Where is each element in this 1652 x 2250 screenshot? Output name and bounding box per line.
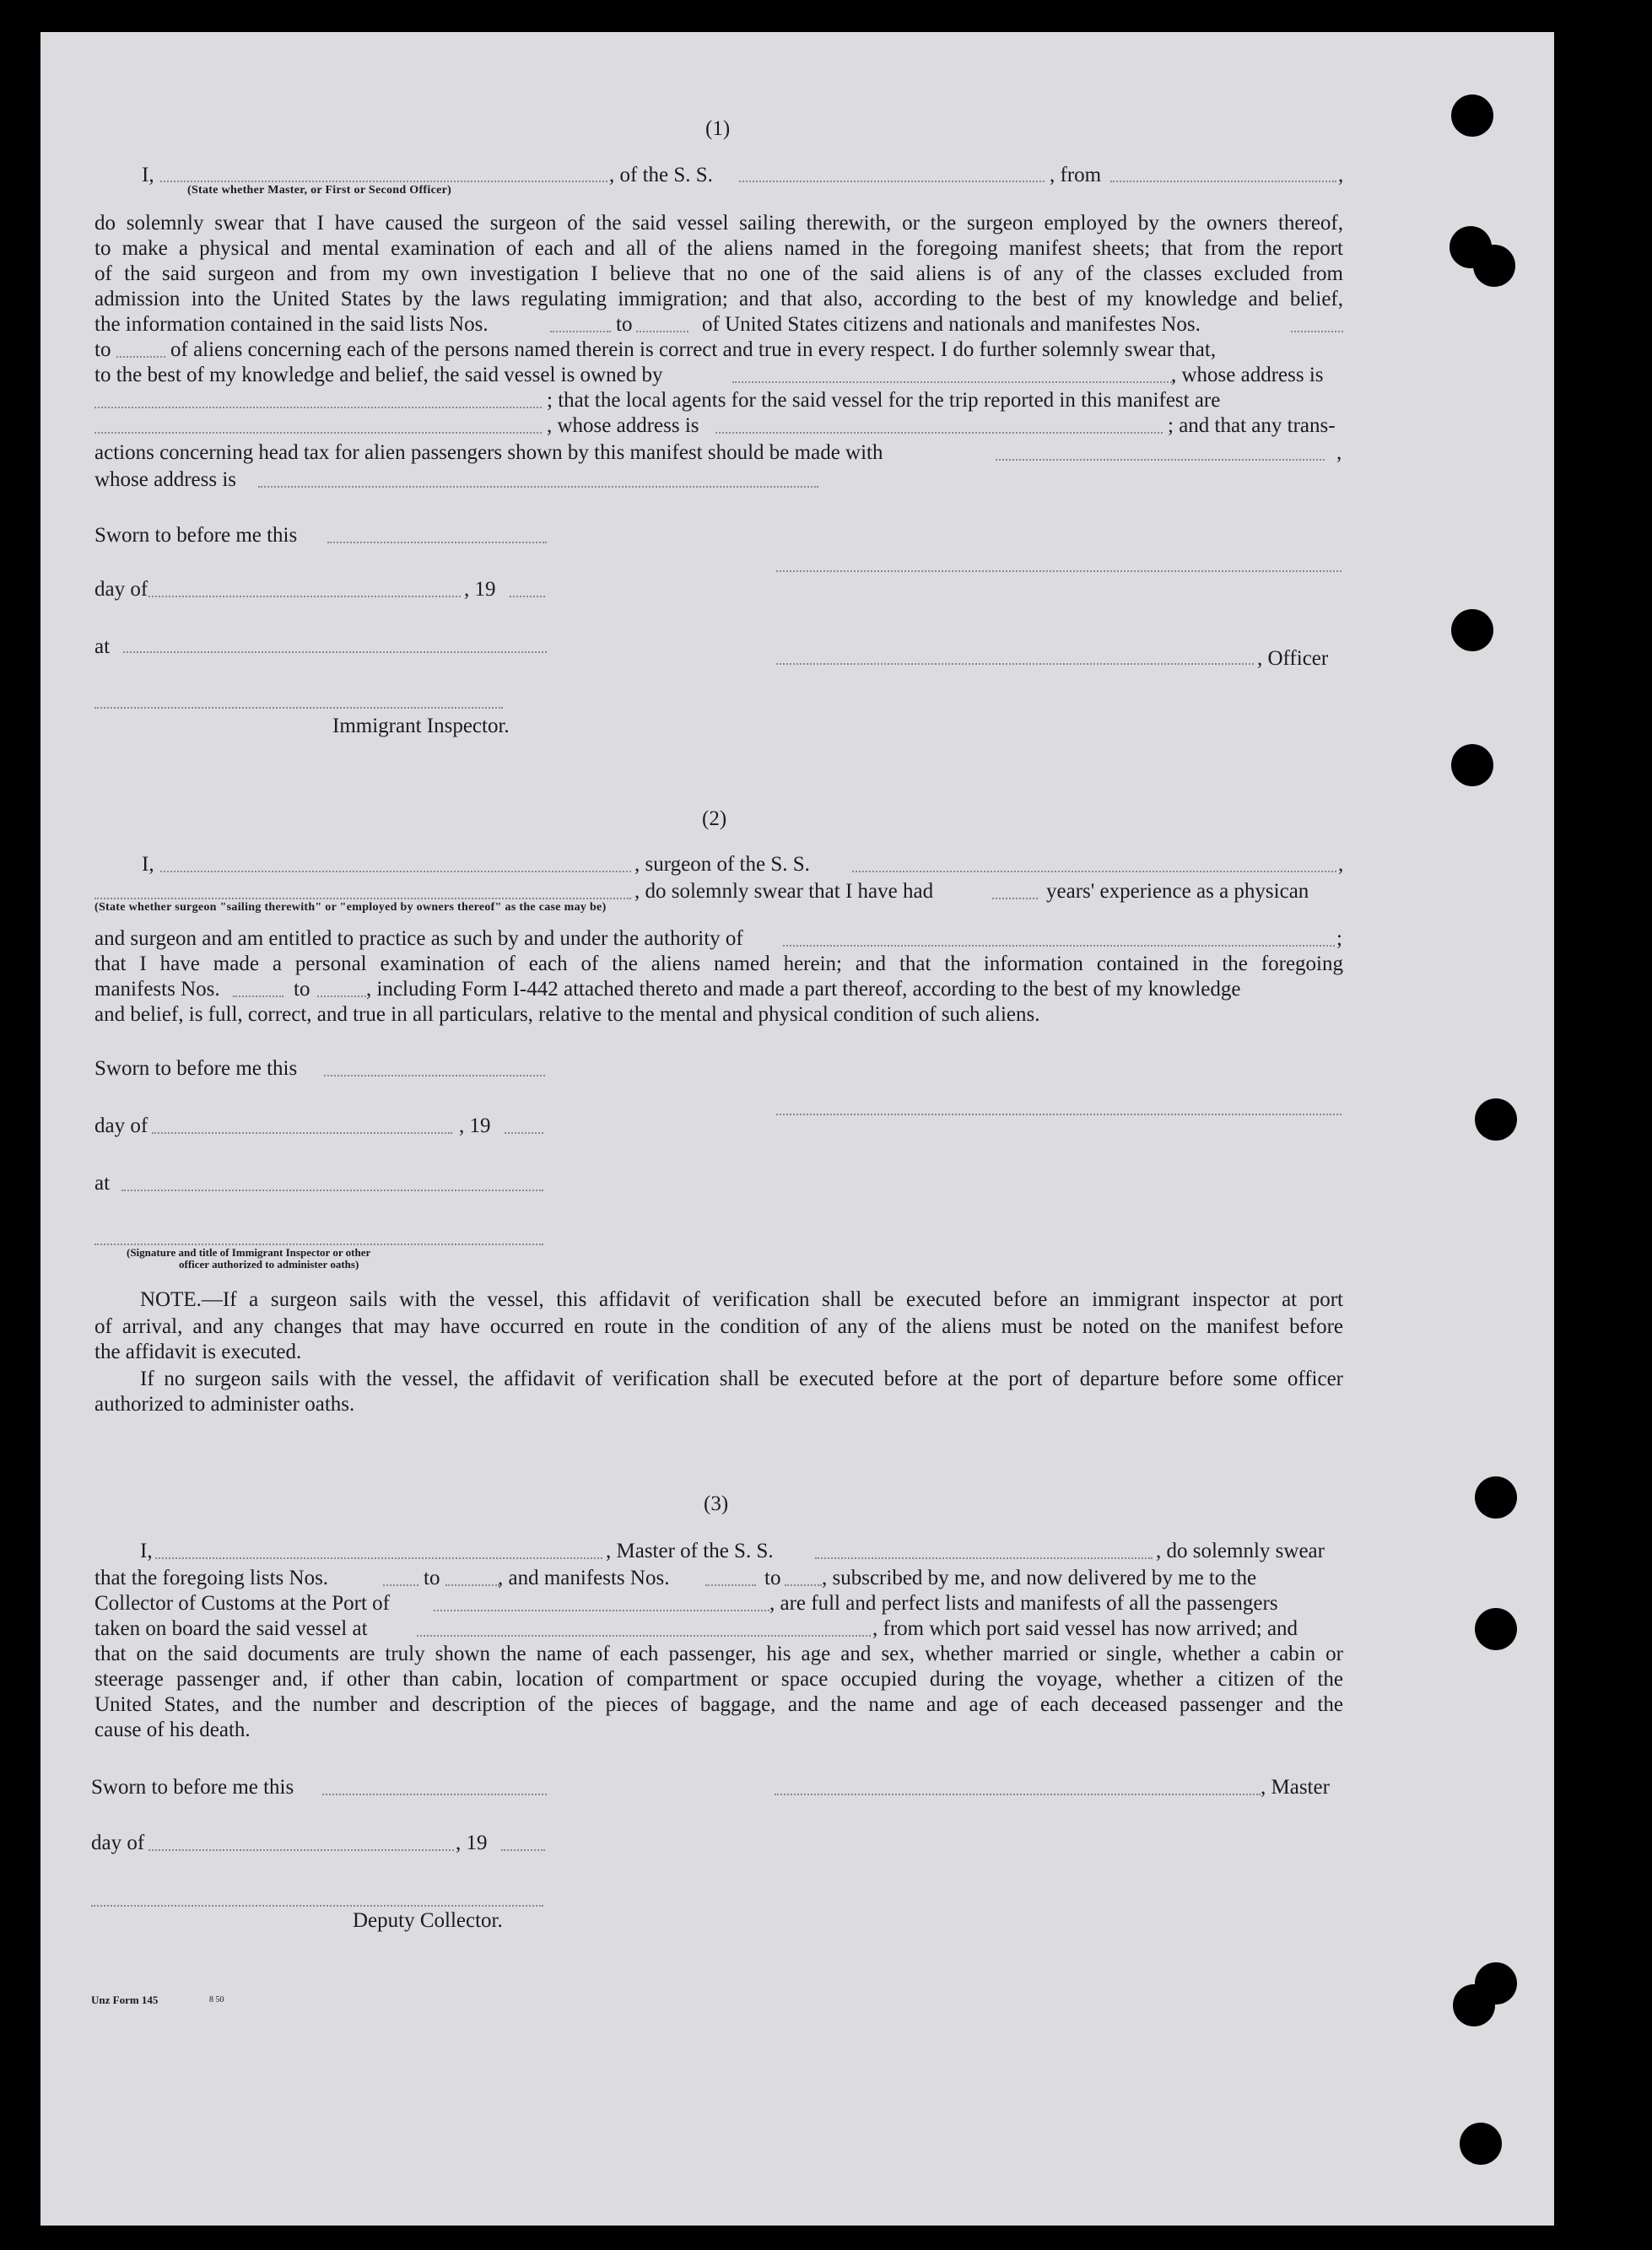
punch-hole bbox=[1473, 245, 1515, 287]
surgeon-state-note: (State whether surgeon "sailing therewith" or "employed by owners thereof" as the case may be) bbox=[94, 901, 607, 914]
section-number: (2) bbox=[702, 807, 727, 830]
manifests-from-field[interactable] bbox=[705, 1584, 756, 1586]
label-of-aliens: of aliens concerning each of the persons named therein is correct and true in every respect. I do further solemnly swear that, bbox=[170, 338, 1217, 361]
manifests-to-field[interactable] bbox=[116, 356, 165, 358]
punch-hole bbox=[1475, 1476, 1517, 1519]
sworn-label: Sworn to before me this bbox=[91, 1776, 294, 1799]
label-info-contained: the information contained in the said lists Nos. bbox=[94, 313, 489, 336]
label-to: to bbox=[616, 313, 633, 336]
collector-signature-field[interactable] bbox=[91, 1905, 543, 1907]
label-and-belief: and belief, is full, correct, and true in all particulars, relative to the mental and physical condition of such aliens. bbox=[94, 1003, 1040, 1026]
punch-hole bbox=[1451, 609, 1493, 651]
label-i: I, bbox=[142, 164, 154, 186]
label-full-perfect: , are full and perfect lists and manifests of all the passengers bbox=[769, 1592, 1278, 1615]
comma: , bbox=[1336, 441, 1342, 464]
lists-from-field[interactable] bbox=[383, 1584, 418, 1586]
from-port-field[interactable] bbox=[1110, 181, 1336, 182]
officer-label: , Officer bbox=[1257, 647, 1329, 670]
label-to: to bbox=[424, 1567, 440, 1589]
label-to: to bbox=[764, 1567, 781, 1589]
inspector-signature-field[interactable] bbox=[94, 707, 503, 709]
at-place-field[interactable] bbox=[121, 1190, 543, 1191]
officer-name-field[interactable] bbox=[160, 181, 607, 182]
signature-note: (Signature and title of Immigrant Inspector or other bbox=[127, 1246, 371, 1259]
lists-from-field[interactable] bbox=[550, 331, 611, 332]
manifests-to-field[interactable] bbox=[785, 1584, 822, 1586]
day-of-label: day of bbox=[94, 578, 148, 601]
label-from: , from bbox=[1050, 164, 1102, 186]
year-field[interactable] bbox=[510, 596, 545, 597]
vessel-name-field[interactable] bbox=[739, 181, 1045, 182]
label-master-of: , Master of the S. S. bbox=[606, 1540, 774, 1562]
surgeon-signature-field[interactable] bbox=[776, 1114, 1342, 1115]
oath-line: do solemnly swear that I have caused the surgeon of the said vessel sailing therewith, or the surgeon employed by the owners thereof, bbox=[94, 212, 1343, 235]
punch-hole bbox=[1451, 94, 1493, 137]
note-line: of arrival, and any changes that may have occurred en route in the condition of any of the aliens must be noted on the manifest before bbox=[94, 1315, 1343, 1338]
signature-field[interactable] bbox=[776, 570, 1342, 572]
manifests-to-field[interactable] bbox=[317, 996, 366, 997]
surgeon-name-field[interactable] bbox=[160, 871, 631, 872]
label-do-solemnly: , do solemnly swear bbox=[1156, 1540, 1325, 1562]
label-whose-address-is: , whose address is bbox=[547, 414, 699, 437]
sworn-date-field[interactable] bbox=[327, 542, 547, 543]
vessel-name-field[interactable] bbox=[852, 871, 1336, 872]
master-name-field[interactable] bbox=[155, 1557, 602, 1559]
label-actions: actions concerning head tax for alien passengers shown by this manifest should be made with bbox=[94, 441, 883, 464]
label-do-solemnly: , do solemnly swear that I have had bbox=[634, 880, 934, 903]
departure-port-field[interactable] bbox=[417, 1635, 871, 1637]
at-label: at bbox=[94, 1172, 111, 1195]
manifests-from-field[interactable] bbox=[1291, 331, 1343, 332]
master-signature-field[interactable] bbox=[775, 1794, 1261, 1795]
label-from-which: , from which port said vessel has now arrived; and bbox=[872, 1617, 1298, 1640]
day-of-field[interactable] bbox=[148, 1849, 454, 1851]
label-foregoing-lists: that the foregoing lists Nos. bbox=[94, 1567, 329, 1589]
label-to: to bbox=[294, 978, 310, 1001]
year-field[interactable] bbox=[505, 1132, 543, 1134]
label-local-agents: ; that the local agents for the said vessel for the trip reported in this manifest are bbox=[547, 389, 1221, 412]
oath-line: United States, and the number and description of the pieces of baggage, and the name and age of each deceased passenger and the bbox=[94, 1693, 1343, 1716]
comma: , bbox=[1338, 164, 1344, 186]
oath-line: cause of his death. bbox=[94, 1719, 251, 1741]
year-field[interactable] bbox=[501, 1849, 545, 1851]
label-whose-address-last: whose address is bbox=[94, 468, 237, 491]
owner-address-field[interactable] bbox=[94, 407, 542, 408]
surgeon-status-field[interactable] bbox=[94, 898, 631, 899]
state-note: (State whether Master, or First or Second Officer) bbox=[187, 184, 452, 197]
year-label: , 19 bbox=[464, 578, 496, 601]
day-of-label: day of bbox=[94, 1114, 148, 1137]
oath-line: steerage passenger and, if other than cabin, location of compartment or space occupied during the voyage, whether a citizen of the bbox=[94, 1668, 1343, 1691]
oath-line: admission into the United States by the laws regulating immigration; and that also, according to the best of my knowledge and belief, bbox=[94, 288, 1343, 310]
punch-hole bbox=[1453, 1984, 1495, 2026]
years-field[interactable] bbox=[992, 898, 1038, 899]
year-label: , 19 bbox=[456, 1832, 488, 1854]
label-us-citizens: of United States citizens and nationals and manifestes Nos. bbox=[702, 313, 1201, 336]
inspector-signature-field[interactable] bbox=[94, 1244, 543, 1245]
agents-address-field[interactable] bbox=[715, 432, 1163, 434]
master-label: , Master bbox=[1261, 1776, 1330, 1799]
lists-to-field[interactable] bbox=[636, 331, 688, 332]
note-line: the affidavit is executed. bbox=[94, 1341, 302, 1363]
note-line: NOTE.—If a surgeon sails with the vessel, this affidavit of verification shall be executed before an immigrant inspector at port bbox=[140, 1288, 1343, 1311]
punch-hole bbox=[1475, 1608, 1517, 1650]
examination-line: that I have made a personal examination of each of the aliens named herein; and that the information contained in the foregoing bbox=[94, 952, 1343, 975]
sworn-label: Sworn to before me this bbox=[94, 524, 298, 547]
deputy-label: Deputy Collector. bbox=[353, 1909, 503, 1932]
day-of-label: day of bbox=[91, 1832, 145, 1854]
label-whose-address: , whose address is bbox=[1171, 364, 1324, 386]
authority-field[interactable] bbox=[783, 945, 1335, 947]
label-any-trans: ; and that any trans- bbox=[1168, 414, 1336, 437]
day-of-field[interactable] bbox=[152, 1132, 452, 1134]
officer-signature-field[interactable] bbox=[776, 663, 1254, 665]
label-i: I, bbox=[140, 1540, 153, 1562]
note2-line: If no surgeon sails with the vessel, the affidavit of verification shall be executed before at the port of departure before some officer bbox=[140, 1368, 1343, 1390]
label-subscribed: , subscribed by me, and now delivered by me to the bbox=[822, 1567, 1257, 1589]
at-label: at bbox=[94, 635, 111, 658]
at-place-field[interactable] bbox=[123, 651, 547, 653]
head-tax-address-field[interactable] bbox=[258, 486, 818, 488]
punch-hole bbox=[1475, 1098, 1517, 1141]
oath-line: to make a physical and mental examination of each and all of the aliens named in the foregoing manifest sheets; that from the report bbox=[94, 237, 1343, 260]
label-surgeon-of: , surgeon of the S. S. bbox=[634, 853, 810, 876]
label-collector: Collector of Customs at the Port of bbox=[94, 1592, 390, 1615]
label-and-manifests: , and manifests Nos. bbox=[498, 1567, 670, 1589]
signature-note: officer authorized to administer oaths) bbox=[179, 1258, 359, 1271]
year-label: , 19 bbox=[459, 1114, 491, 1137]
form-code: 8 50 bbox=[209, 1995, 224, 2004]
label-including: , including Form I-442 attached thereto and made a part thereof, according to the best of my knowledge bbox=[366, 978, 1241, 1001]
sworn-date-field[interactable] bbox=[324, 1075, 545, 1076]
sworn-date-field[interactable] bbox=[322, 1794, 547, 1795]
owner-field[interactable] bbox=[732, 381, 1174, 383]
section-number: (1) bbox=[705, 117, 731, 140]
port-field[interactable] bbox=[434, 1610, 769, 1611]
semicolon: ; bbox=[1336, 927, 1342, 950]
lists-to-field[interactable] bbox=[445, 1584, 499, 1586]
vessel-name-field[interactable] bbox=[815, 1557, 1153, 1559]
head-tax-field[interactable] bbox=[996, 459, 1325, 461]
punch-hole bbox=[1460, 2123, 1502, 2165]
inspector-label: Immigrant Inspector. bbox=[332, 715, 510, 737]
day-of-field[interactable] bbox=[148, 596, 461, 597]
comma: , bbox=[1338, 853, 1344, 876]
section-number: (3) bbox=[704, 1492, 729, 1515]
label-years-exp: years' experience as a physican bbox=[1046, 880, 1309, 903]
label-authority: and surgeon and am entitled to practice as such by and under the authority of bbox=[94, 927, 743, 950]
label-owned-by: to the best of my knowledge and belief, the said vessel is owned by bbox=[94, 364, 663, 386]
label-of-ss: , of the S. S. bbox=[609, 164, 713, 186]
manifests-from-field[interactable] bbox=[233, 996, 283, 997]
agents-field[interactable] bbox=[94, 432, 542, 434]
oath-line: of the said surgeon and from my own investigation I believe that no one of the said aliens is of any of the classes excluded from bbox=[94, 262, 1343, 285]
form-number: Unz Form 145 bbox=[91, 1994, 159, 2006]
label-manifests-nos: manifests Nos. bbox=[94, 978, 220, 1001]
note2-line: authorized to administer oaths. bbox=[94, 1393, 355, 1416]
label-i: I, bbox=[142, 853, 154, 876]
sworn-label: Sworn to before me this bbox=[94, 1057, 298, 1080]
punch-hole bbox=[1451, 744, 1493, 786]
label-taken-on-board: taken on board the said vessel at bbox=[94, 1617, 368, 1640]
oath-line: that on the said documents are truly shown the name of each passenger, his age and sex, whether married or single, whether a cabin or bbox=[94, 1643, 1343, 1665]
label-to: to bbox=[94, 338, 111, 361]
